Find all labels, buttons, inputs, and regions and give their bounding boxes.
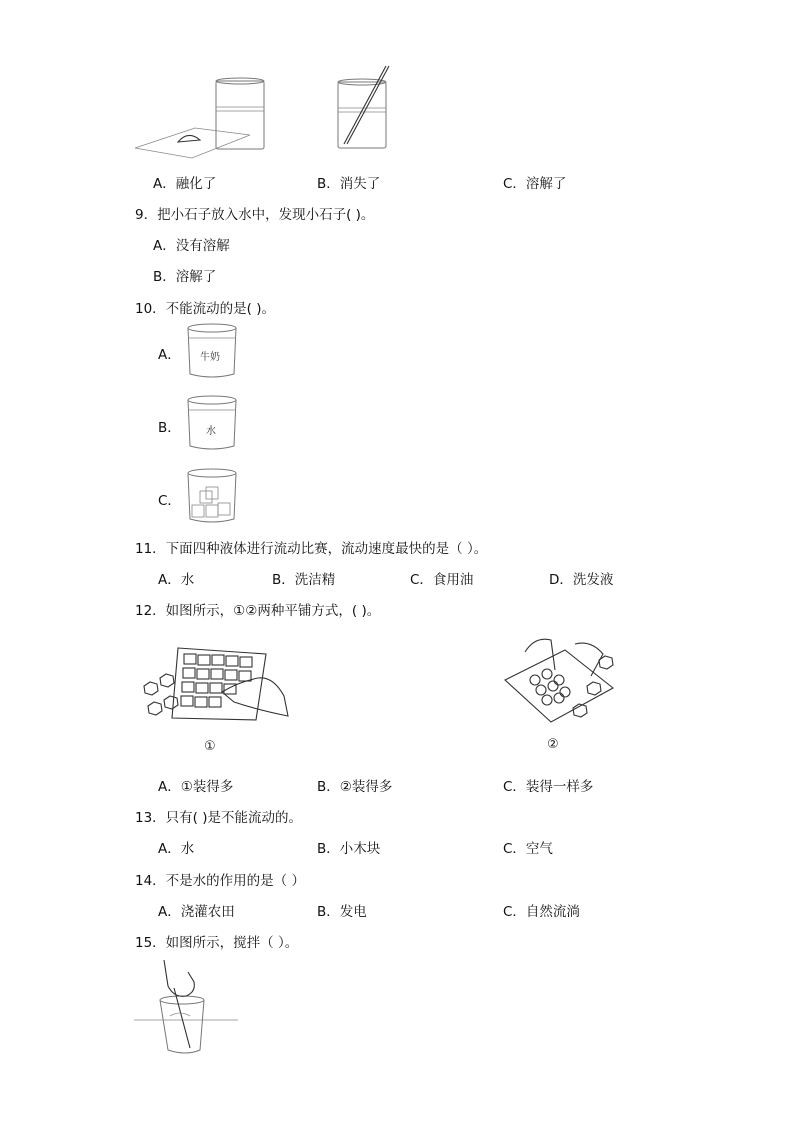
q11-option-a[interactable]: A．水 [158,572,195,588]
q15-stem: 15．如图所示，搅拌（ ）。 [135,935,299,951]
q9-option-a[interactable]: A．没有溶解 [153,238,230,254]
q11-option-c[interactable]: C．食用油 [410,572,474,588]
q8-option-a[interactable]: A．融化了 [153,176,217,192]
q12-stem: 12．如图所示，①②两种平铺方式，( )。 [135,603,381,619]
q11-stem: 11．下面四种液体进行流动比赛，流动速度最快的是（ ）。 [135,541,488,557]
q13-option-a[interactable]: A．水 [158,841,195,857]
q12-figure-2-label: ② [547,737,559,752]
q9-stem: 9．把小石子放入水中，发现小石子( )。 [135,207,375,223]
q14-option-a[interactable]: A．浇灌农田 [158,904,235,920]
q10-option-b[interactable]: B． [158,420,181,436]
q8-figure-sugar-paper-glass [130,75,270,160]
q10-figure-ice-cubes-glass [184,467,240,525]
q12-figure-1-tray-rows [138,640,288,754]
q13-option-c[interactable]: C．空气 [503,841,553,857]
q8-figure-glass-with-stick [330,62,400,152]
q8-option-c[interactable]: C．溶解了 [503,176,567,192]
q12-option-a[interactable]: A．①装得多 [158,779,234,795]
q10-stem: 10．不能流动的是( )。 [135,301,276,317]
q12-option-b[interactable]: B．②装得多 [317,779,393,795]
q13-stem: 13．只有( )是不能流动的。 [135,810,303,826]
q11-option-b[interactable]: B．洗洁精 [272,572,336,588]
q14-option-b[interactable]: B．发电 [317,904,367,920]
q10-option-a[interactable]: A． [158,347,181,363]
q12-figure-2-tray-staggered [495,630,625,752]
q10-milk-label: 牛奶 [200,352,220,363]
q12-figure-1-label: ① [204,739,216,754]
q10-water-label: 水 [206,426,216,437]
q11-option-d[interactable]: D．洗发液 [549,572,614,588]
q14-option-c[interactable]: C．自然流淌 [503,904,580,920]
q15-figure-stirring-glass [134,958,244,1058]
q8-option-b[interactable]: B．消失了 [317,176,381,192]
q13-option-b[interactable]: B．小木块 [317,841,381,857]
q10-figure-water-glass [184,394,240,452]
q9-option-b[interactable]: B．溶解了 [153,269,217,285]
q12-option-c[interactable]: C．装得一样多 [503,779,594,795]
q10-figure-milk-glass [184,322,240,380]
q14-stem: 14．不是水的作用的是（ ） [135,873,305,889]
q10-option-c[interactable]: C． [158,493,181,509]
